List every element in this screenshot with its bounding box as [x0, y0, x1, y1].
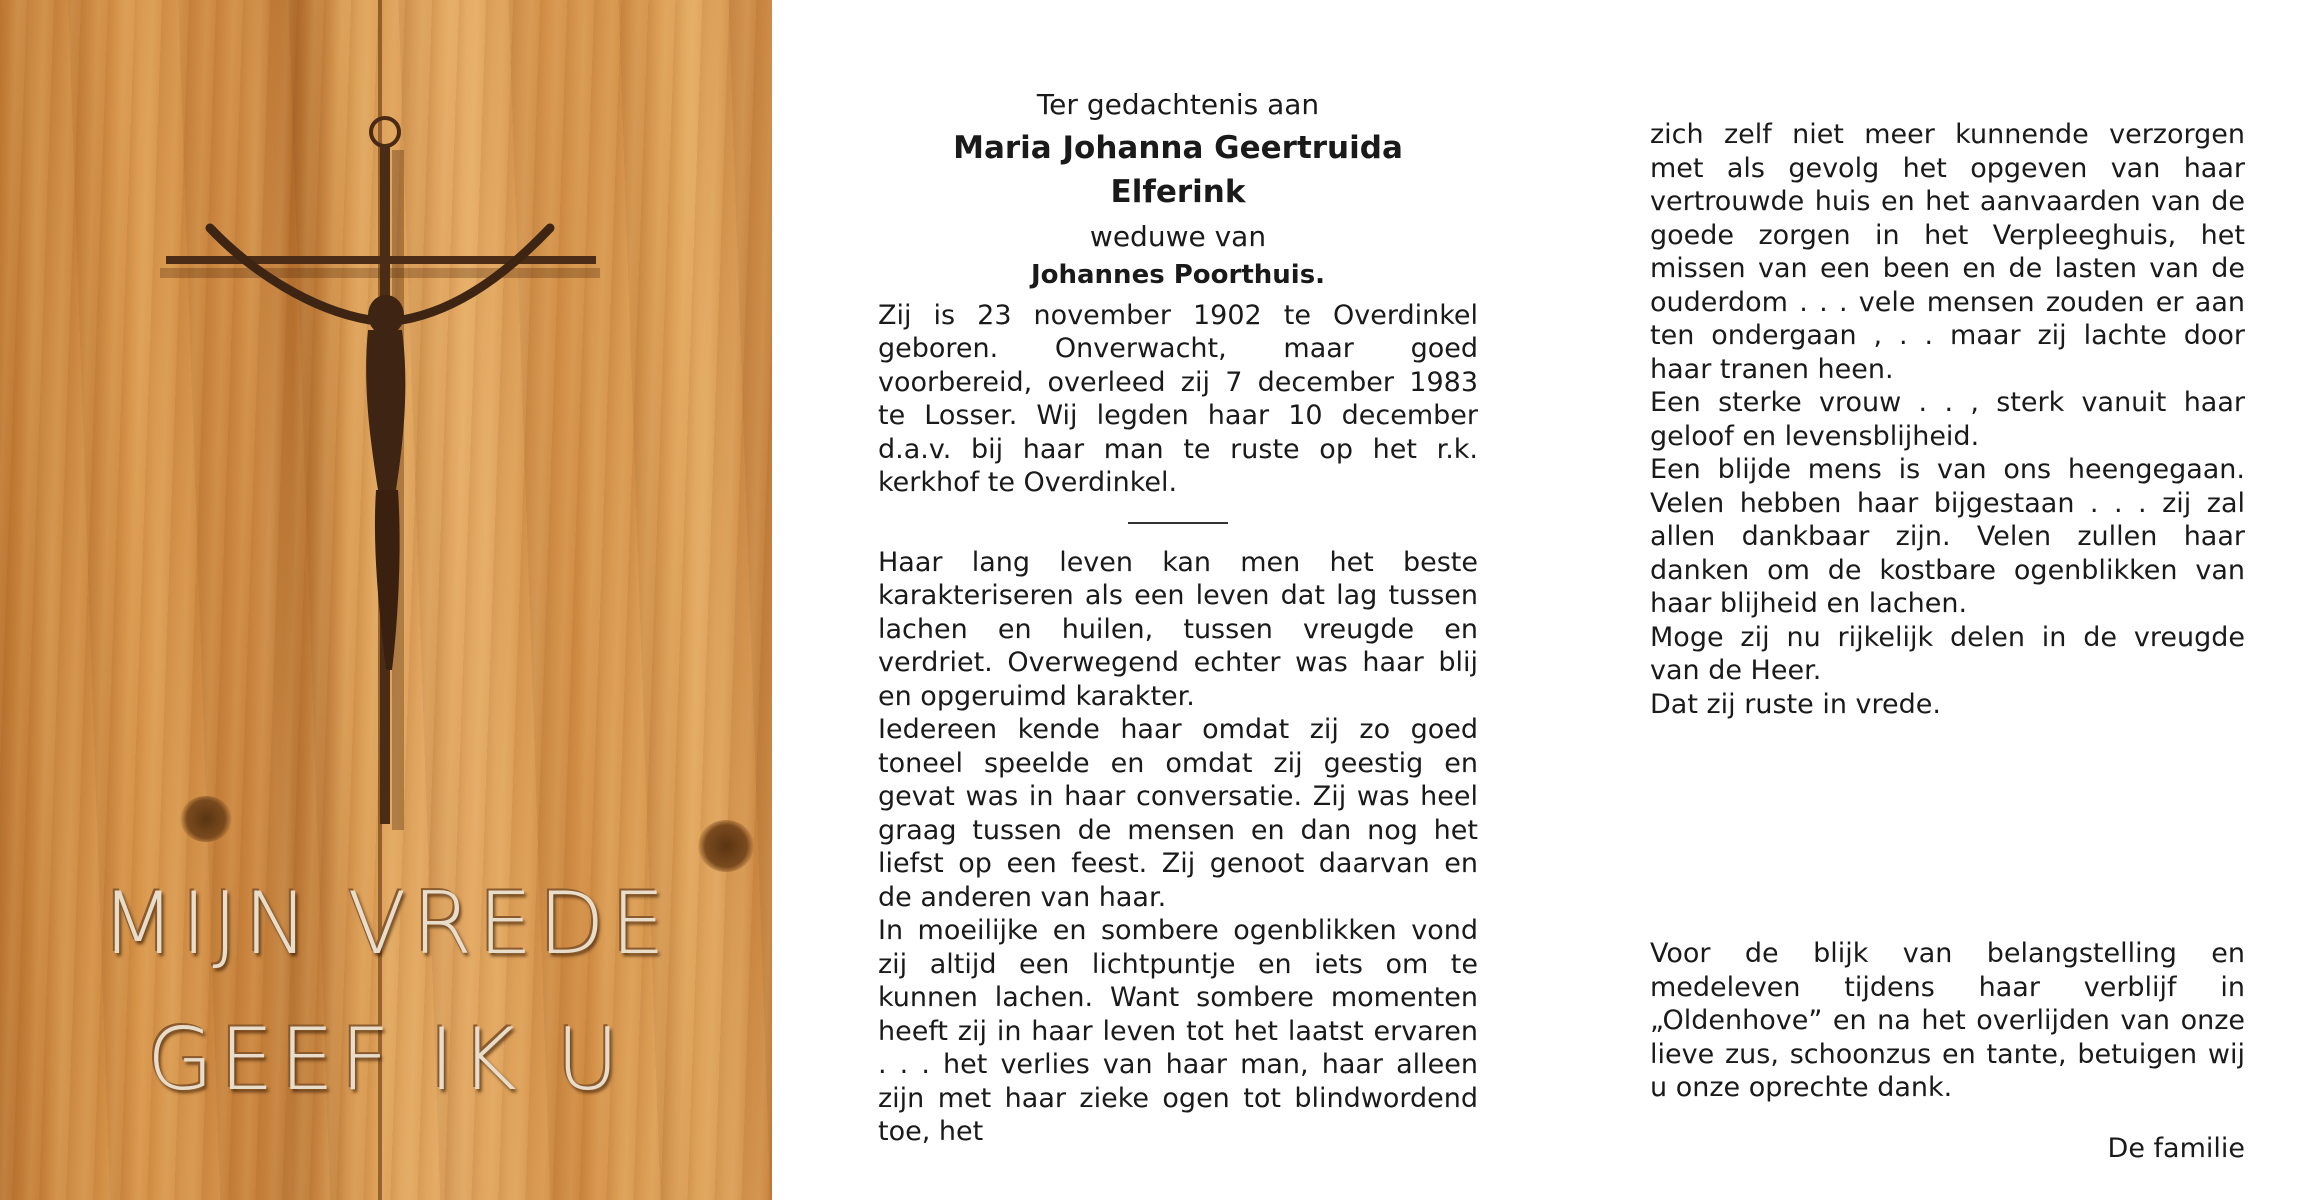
character-paragraph: Haar lang leven kan men het beste karakteriseren als een leven dat lag tussen lachen en huilen, tussen vreugde en verdriet. Overwegend echter was haar blij en opgeruimd karakter.	[878, 546, 1478, 712]
photo-caption-line1: MIJN VREDE	[100, 874, 672, 974]
continuation-paragraph: zich zelf niet meer kunnende verzorgen met als gevolg het opgeven van haar vertrouwde huis en het aanvaarden van de goede zorgen in het Verpleeghuis, het missen van een been en de lasten van de ouderdom . . . vele mensen zouden er aan ten ondergaan , . . maar zij lachte door haar tranen heen.	[1650, 119, 2245, 385]
thanks-text: Voor de blijk van belangstelling en medeleven tijdens haar verblijf in „Oldenhove” en na het overlijden van onze lieve zus, schoonzus en tante, betuigen wij u onze oprechte dank.	[1650, 938, 2245, 1103]
crucifix-icon	[140, 110, 620, 830]
deceased-name-line2: Elferink	[1110, 173, 1246, 210]
memorial-photo	[0, 0, 772, 1200]
family-signoff: De familie	[2107, 1132, 2245, 1164]
deceased-name-line1: Maria Johanna Geertruida	[953, 129, 1403, 166]
right-text-column	[1650, 118, 2245, 721]
left-text-column	[878, 88, 1478, 1149]
memorial-intro: Ter gedachtenis aan	[1036, 88, 1320, 121]
strength-paragraph: Een sterke vrouw . . , sterk vanuit haar geloof en levensblijheid.	[1650, 387, 2245, 452]
biography-text: Zij is 23 november 1902 te Overdinkel geboren. Onverwacht, maar goed voorbereid, overleed zij 7 december 1983 te Losser. Wij legden haar 10 december d.a.v. bij haar man te ruste op het r.k. kerkhof te Overdinkel.	[878, 299, 1478, 498]
photo-caption-line2: GEEF IK U	[146, 1010, 626, 1110]
wood-knot	[698, 820, 754, 872]
thanks-block	[1650, 910, 2245, 1165]
rest-in-peace-line: Dat zij ruste in vrede.	[1650, 688, 1941, 720]
widow-of-label: weduwe van	[1089, 219, 1267, 253]
hardship-paragraph: In moeilijke en sombere ogenblikken vond zij altijd een lichtpuntje en iets om te kunnen lachen. Want sombere momenten heeft zij in haar leven tot het laatst ervaren . . . het verlies van haar man, haar alleen zijn met haar zieke ogen tot blindwordend toe, het	[878, 915, 1478, 1147]
section-divider	[1128, 522, 1228, 524]
farewell-paragraph: Een blijde mens is van ons heengegaan. Velen hebben haar bijgestaan . . . zij zal allen dankbaar zijn. Velen zullen haar danken om de kostbare ogenblikken van haar blijheid en lachen.	[1650, 454, 2245, 619]
social-paragraph: Iedereen kende haar omdat zij zo goed toneel speelde en omdat zij geestig en gevat was in haar conversatie. Zij was heel graag tussen de mensen en dan nog het liefst op een feest. Zij genoot daarvan en de anderen van haar.	[878, 714, 1478, 913]
blessing-paragraph: Moge zij nu rijkelijk delen in de vreugde van de Heer.	[1650, 621, 2245, 686]
husband-name: Johannes Poorthuis.	[1030, 260, 1326, 290]
